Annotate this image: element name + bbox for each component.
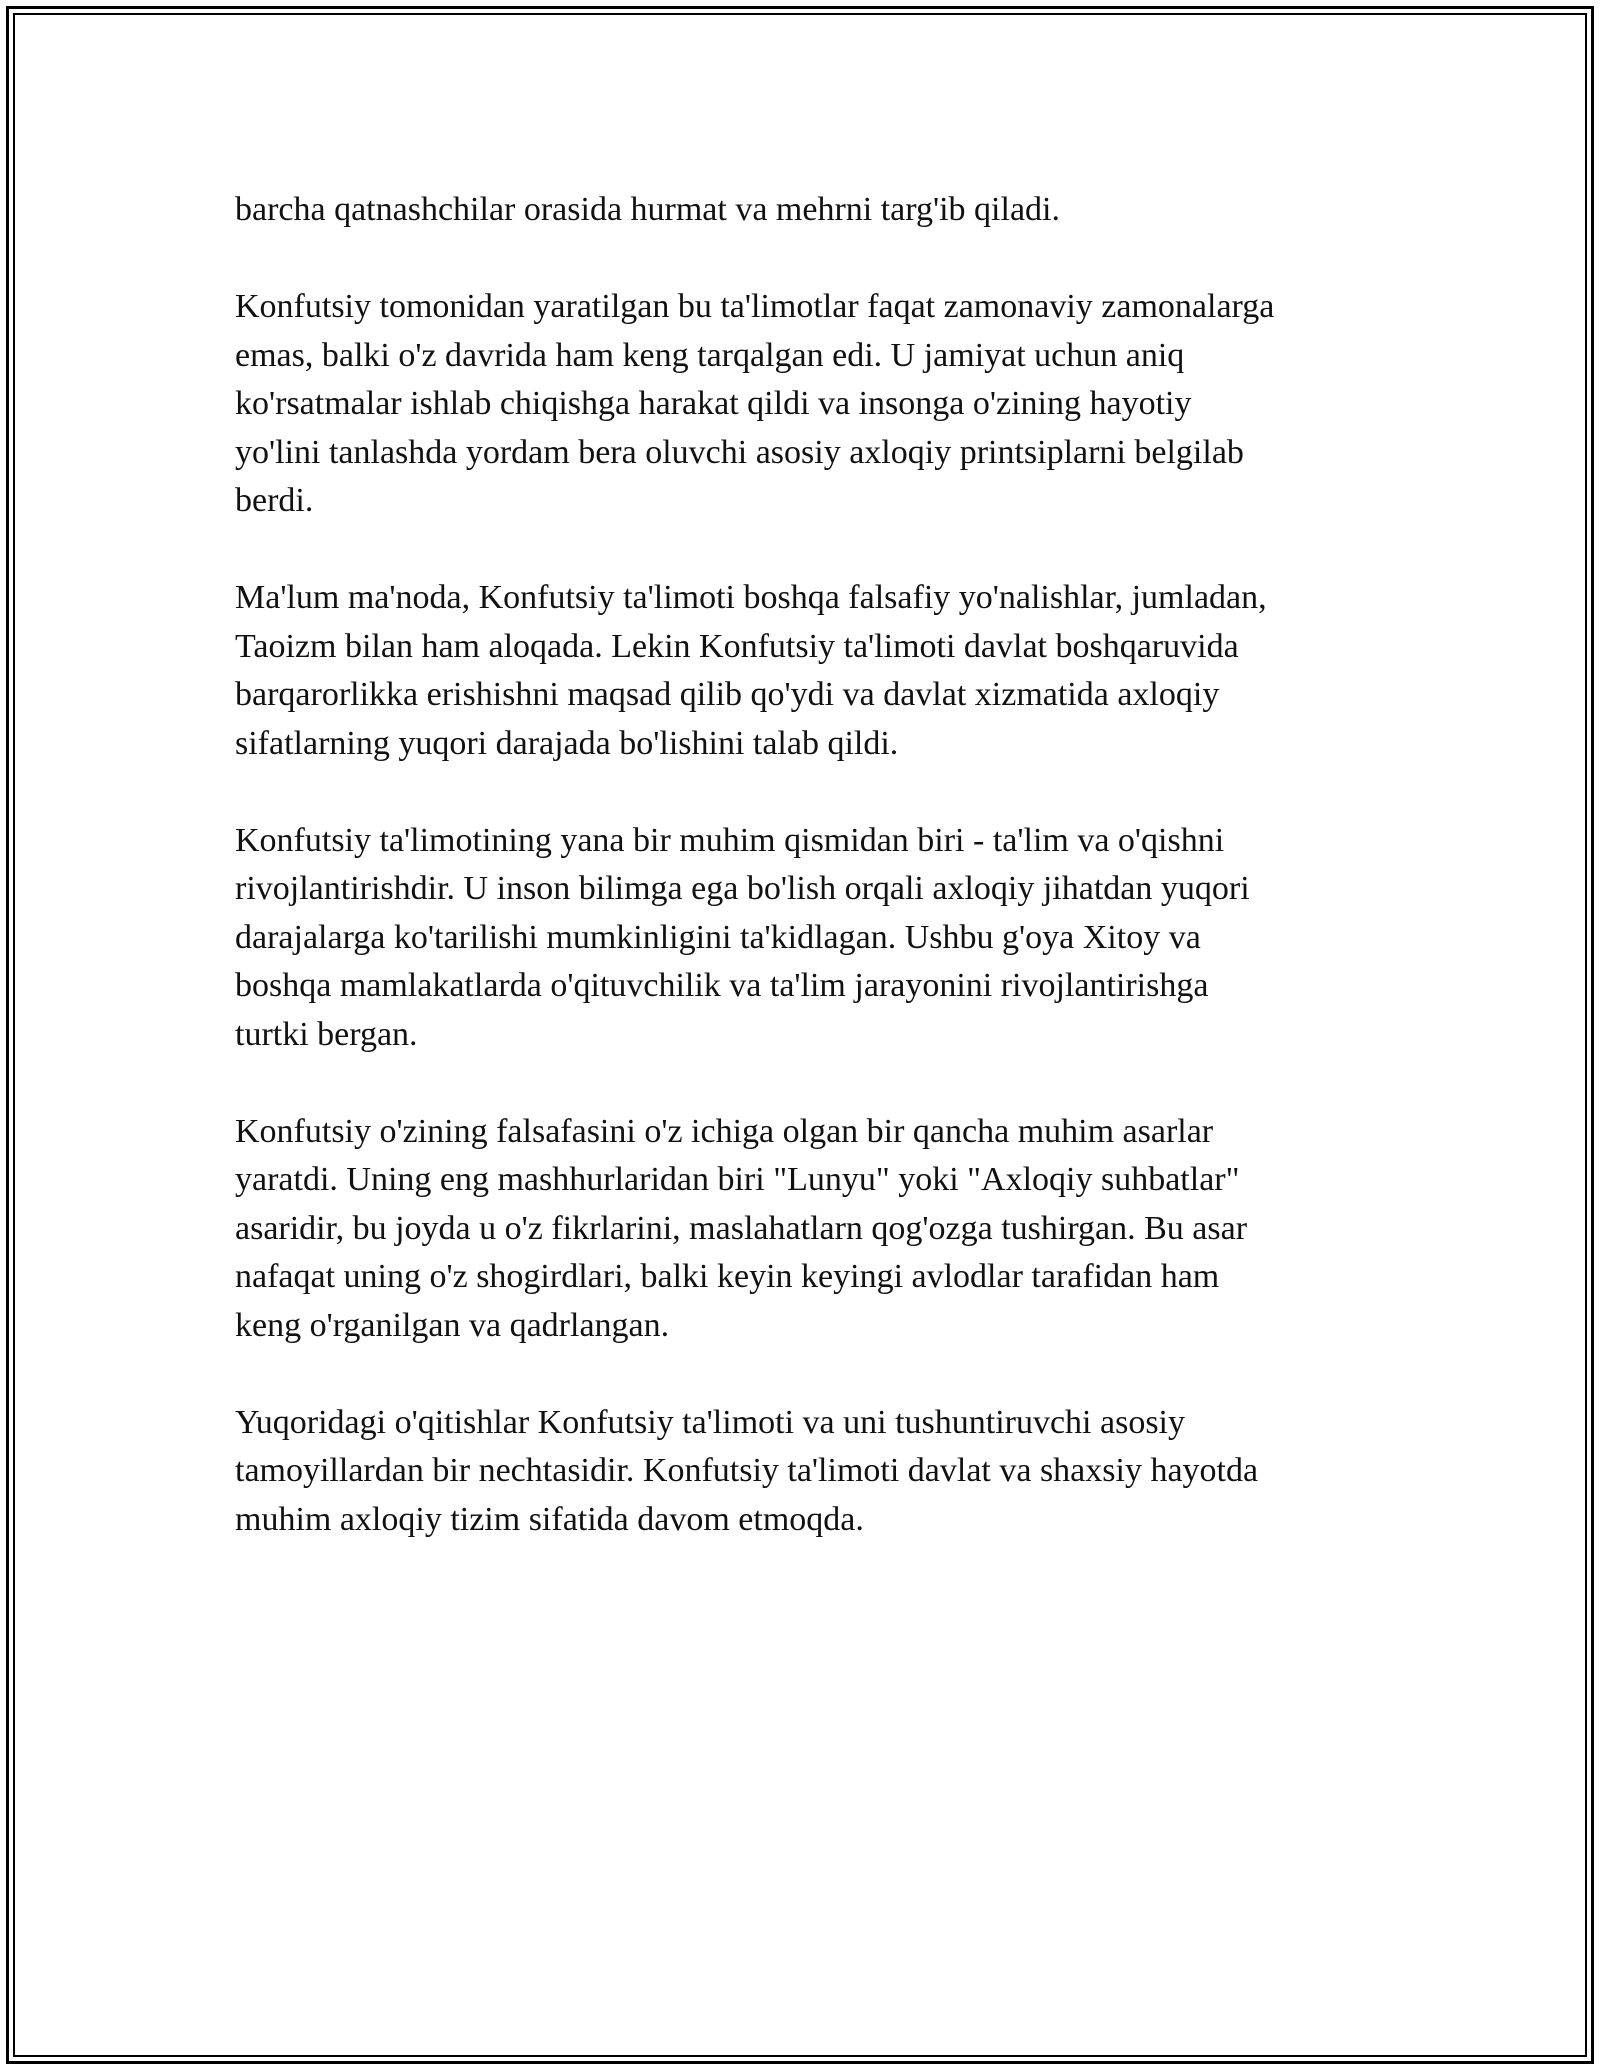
text-line: Taoizm bilan ham aloqada. Lekin Konfutsiy ta'limoti davlat boshqaruvida: [235, 627, 1239, 665]
text-line: Ma'lum ma'noda, Konfutsiy ta'limoti boshqa falsafiy yo'nalishlar, jumladan,: [235, 579, 1267, 616]
text-line: muhim axloqiy tizim sifatida davom etmoqda.: [235, 1500, 864, 1538]
paragraph: [235, 817, 1365, 1060]
paragraph: [235, 283, 1365, 526]
text-line: berdi.: [235, 482, 314, 519]
paragraph: [235, 1399, 1365, 1545]
text-line: asaridir, bu joyda u o'z fikrlarini, maslahatlarn qog'ozga tushirgan. Bu asar: [235, 1209, 1248, 1247]
text-line: tamoyillardan bir nechtasidir. Konfutsiy ta'limoti davlat va shaxsiy hayotda: [235, 1452, 1259, 1489]
text-line: Yuqoridagi o'qitishlar Konfutsiy ta'limoti va uni tushuntiruvchi asosiy: [235, 1403, 1186, 1441]
text-line: keng o'rganilgan va qadrlangan.: [235, 1306, 670, 1344]
paragraph: [235, 574, 1365, 768]
text-line: darajalarga ko'tarilishi mumkinligini ta'kidlagan. Ushbu g'oya Xitoy va: [235, 918, 1201, 956]
text-line: Konfutsiy tomonidan yaratilgan bu ta'limotlar faqat zamonaviy zamonalarga: [235, 288, 1275, 325]
text-line: barcha qatnashchilar orasida hurmat va mehrni targ'ib qiladi.: [235, 191, 1060, 228]
paragraph: [235, 1108, 1365, 1351]
text-line: boshqa mamlakatlarda o'qituvchilik va ta'lim jarayonini rivojlantirishga: [235, 967, 1209, 1004]
text-line: sifatlarning yuqori darajada bo'lishini talab qildi.: [235, 724, 899, 762]
text-line: Konfutsiy o'zining falsafasini o'z ichiga olgan bir qancha muhim asarlar: [235, 1112, 1214, 1150]
text-line: yo'lini tanlashda yordam bera oluvchi asosiy axloqiy printsiplarni belgilab: [235, 433, 1244, 471]
paragraph: [235, 186, 1365, 235]
text-line: rivojlantirishdir. U inson bilimga ega bo'lish orqali axloqiy jihatdan yuqori: [235, 870, 1250, 907]
text-line: turtki bergan.: [235, 1015, 418, 1053]
text-line: ko'rsatmalar ishlab chiqishga harakat qildi va insonga o'zining hayotiy: [235, 385, 1192, 422]
text-line: yaratdi. Uning eng mashhurlaridan biri "Lunyu" yoki "Axloqiy suhbatlar": [235, 1161, 1240, 1198]
text-line: Konfutsiy ta'limotining yana bir muhim qismidan biri - ta'lim va o'qishni: [235, 821, 1225, 859]
text-line: nafaqat uning o'z shogirdlari, balki keyin keyingi avlodlar tarafidan ham: [235, 1258, 1220, 1295]
text-line: barqarorlikka erishishni maqsad qilib qo'ydi va davlat xizmatida axloqiy: [235, 676, 1220, 713]
text-line: emas, balki o'z davrida ham keng tarqalgan edi. U jamiyat uchun aniq: [235, 336, 1185, 374]
document-body: [235, 186, 1365, 1593]
